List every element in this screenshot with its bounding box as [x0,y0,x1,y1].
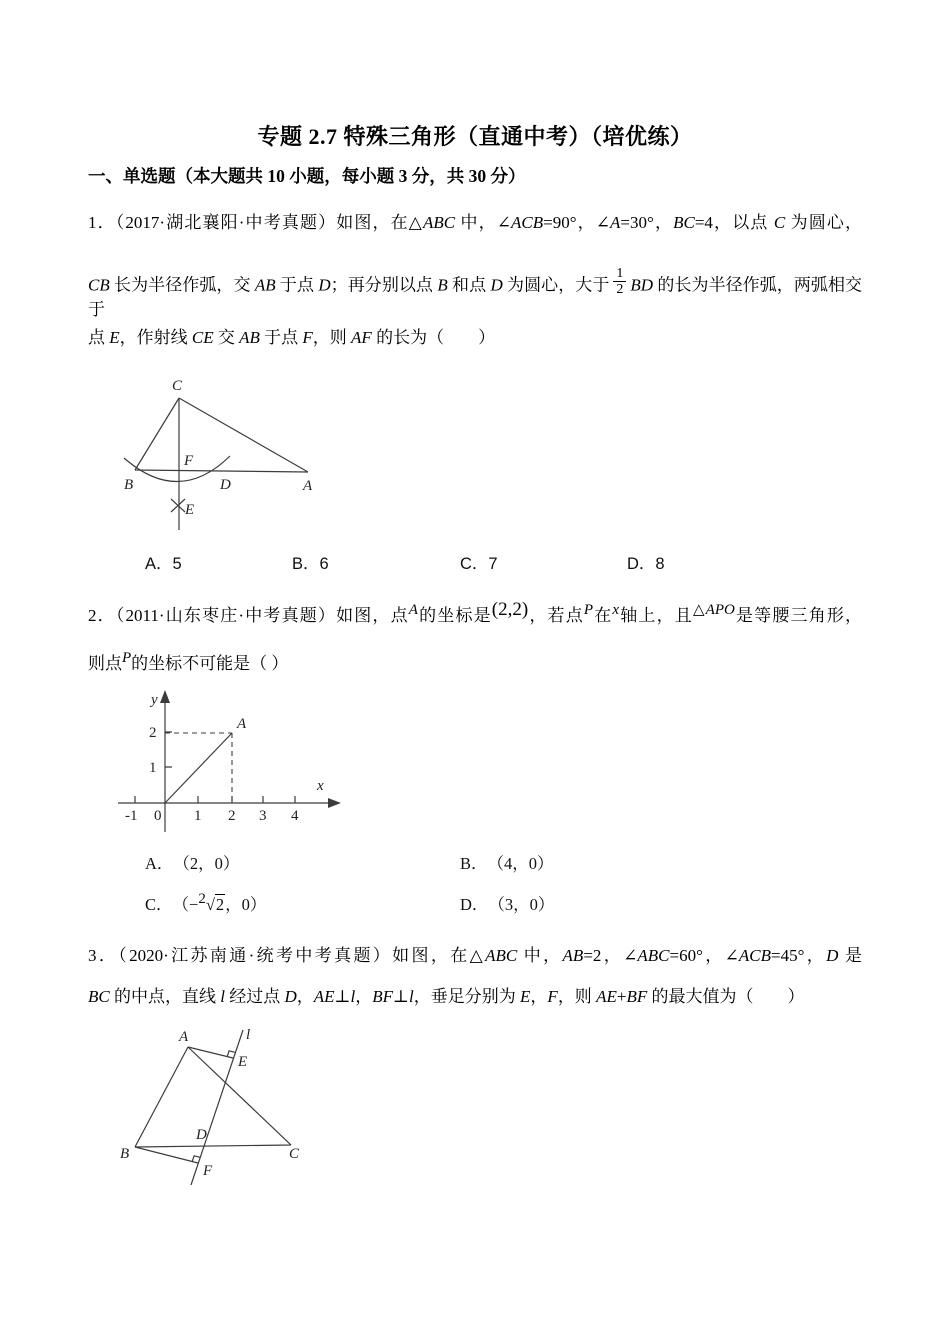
fig2-xtick-1: 1 [194,808,202,824]
fig1-label-d: D [220,477,231,493]
fig2-ytick-1: 1 [149,760,157,776]
fig2-point-a-label: A [237,716,247,732]
fig1-arc-bd [124,456,230,482]
fig1-label-b: B [124,477,134,493]
fig2-y-axis-label: y [151,692,158,708]
fig2-xtick-3: 3 [259,808,267,824]
fig2-xtick-2: 2 [228,808,236,824]
fig3-label-a: A [179,1029,189,1045]
fig1-label-e: E [185,502,195,518]
fig3-label-c: C [289,1146,300,1162]
q3-geometry-figure [103,1025,348,1197]
q2-option-b: B． （4，0） [460,854,554,873]
fig2-x-axis-label: x [317,778,324,794]
fig2-x-tick-marks [135,796,295,803]
fig1-label-a: A [303,478,313,494]
section-heading: 一、单选题（本大题共 10 小题，每小题 3 分，共 30 分） [88,166,526,186]
fig1-triangle-abc [135,398,308,472]
fig3-label-d: D [196,1127,207,1143]
fig1-label-f: F [184,453,194,469]
q2-line-1: 2．（2011·山东枣庄·中考真题）如图，点A的坐标是(2,2)，若点P在x轴上，且△APO是等腰三角形， [88,599,863,625]
fig3-triangle-abc [135,1047,291,1147]
fig2-y-tick-marks [165,732,172,767]
fig2-x-arrow [328,798,341,808]
fig2-ytick-2: 2 [149,725,157,741]
q2-option-d: D． （3，0） [460,895,555,914]
q2-option-a: A． （2，0） [145,854,240,873]
q1-line-2: CB 长为半径作弧，交 AB 于点 D；再分别以点 B 和点 D 为圆心，大于 $\frac{1}{2}$ BD 的长为半径作弧，两弧相交于 [88,266,863,319]
fig3-right-angle-mark-e [227,1051,235,1057]
fig3-line-l [191,1030,243,1185]
fig2-y-arrow [160,690,170,703]
q2-coordinate-figure [112,686,347,841]
fig3-segment-ae [188,1047,233,1058]
q1-option-c: C．7 [460,555,498,573]
fig3-label-b: B [120,1146,130,1162]
q1-option-b: B．6 [292,555,329,573]
fig1-label-c: C [172,378,183,394]
q1-line-3: 点 E，作射线 CE 交 AB 于点 F，则 AF 的长为（ ） [88,328,496,347]
q3-line-2: BC 的中点，直线 l 经过点 D，AE⊥l，BF⊥l，垂足分别为 E，F，则 AE+BF 的最大值为（ ） [88,987,805,1006]
q1-options [0,550,950,576]
q1-line-1: 1．（2017·湖北襄阳·中考真题）如图，在△ABC 中，∠ACB=90°，∠A=30°，BC=4，以点 C 为圆心， [88,213,862,232]
fig3-label-e: E [238,1054,248,1070]
q2-options-row-2 [0,891,950,917]
q1-geometry-figure [118,370,348,540]
fig2-segment-oa [165,733,232,803]
q2-line-2: 则点P的坐标不可能是（ ） [88,650,289,673]
fig2-xtick-neg1: -1 [125,808,138,824]
q2-option-c: C． （−2√2，0） [145,891,267,914]
q2-options-row-1 [0,850,950,876]
fig2-xtick-4: 4 [291,808,299,824]
fig2-origin-label: 0 [154,808,162,824]
q1-option-d: D．8 [627,555,665,573]
q1-option-a: A．5 [145,555,182,573]
fig3-label-l: l [246,1027,251,1043]
q3-line-1: 3．（2020·江苏南通·统考中考真题）如图，在△ABC 中，AB=2，∠ABC=60°，∠ACB=45°，D 是 [88,946,863,965]
document-title: 专题 2.7 特殊三角形（直通中考）（培优练） [257,124,693,149]
fig3-segment-bf [135,1147,198,1163]
fig3-label-f: F [203,1163,213,1179]
fig1-intersection-x-mark [171,499,185,512]
